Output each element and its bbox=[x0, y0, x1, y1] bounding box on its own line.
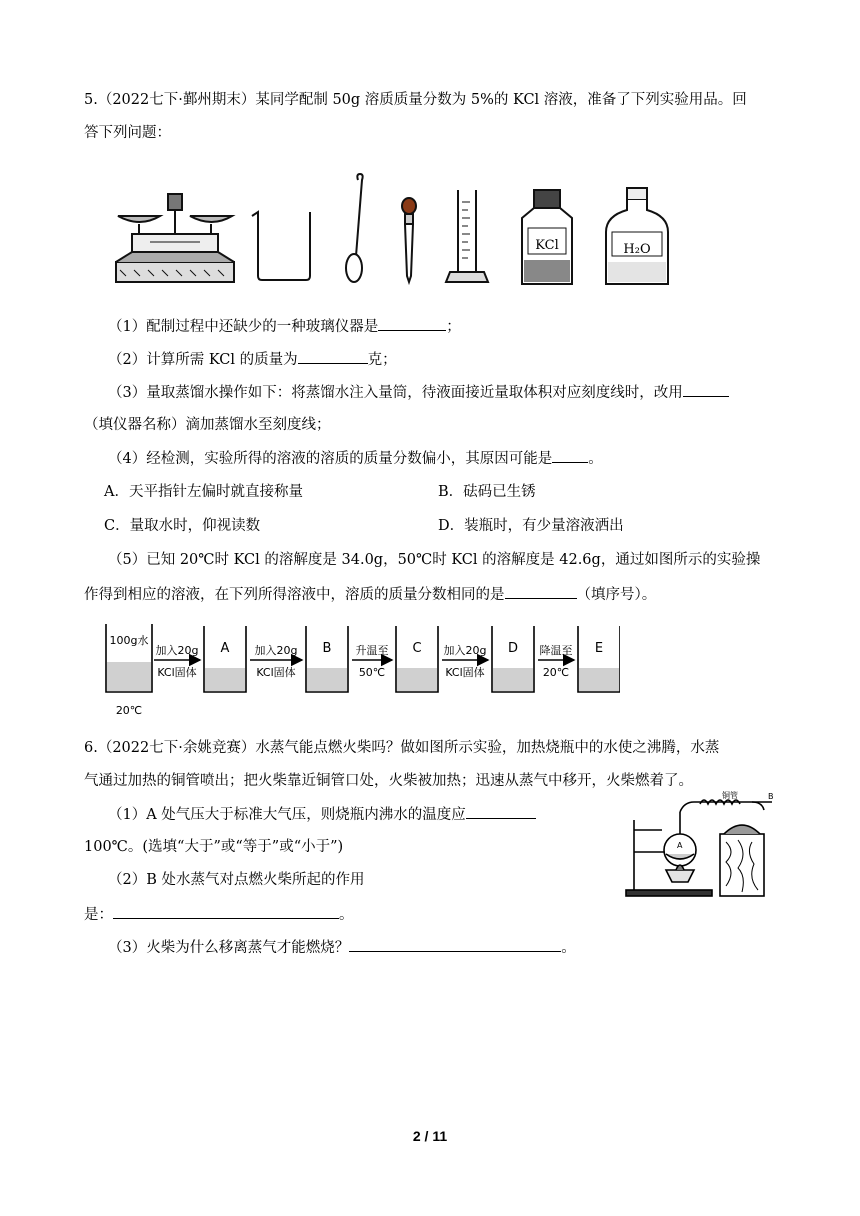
beaker-a-label: A bbox=[220, 641, 230, 656]
water-bottle-icon bbox=[606, 188, 668, 284]
q6-part2-line2 bbox=[84, 904, 354, 925]
b-label: B bbox=[768, 792, 774, 801]
q5-part5-end: （填序号）。 bbox=[576, 587, 657, 603]
q5-part3-text: （3）量取蒸馏水操作如下：将蒸馏水注入量筒，待液面接近量取体积对应刻度线时，改用 bbox=[108, 385, 683, 401]
q6-part1-line2: 100℃。(选填“大于”或“等于”或“小于”) bbox=[84, 839, 344, 855]
q5-part2-end: 克； bbox=[367, 352, 397, 368]
graduated-cylinder-icon bbox=[446, 190, 488, 282]
start-temp: 20℃ bbox=[115, 704, 143, 717]
q5-option-a: A．天平指针左偏时就直接称量 bbox=[104, 484, 303, 500]
beaker-b-label: B bbox=[322, 641, 332, 656]
q5-part3-line1 bbox=[108, 382, 729, 403]
q5-answer-blank-3[interactable] bbox=[683, 382, 729, 397]
q5-part1-text: （1）配制过程中还缺少的一种玻璃仪器是 bbox=[108, 319, 379, 335]
a-label: A bbox=[677, 841, 683, 850]
step5-bottom: 20℃ bbox=[542, 666, 570, 679]
q5-stem-line2: 答下列问题： bbox=[84, 125, 171, 141]
medicine-spoon-icon bbox=[346, 174, 363, 282]
q6-stem-line1: 6.（2022七下·余姚竞赛）水蒸气能点燃火柴吗？做如图所示实验，加热烧瓶中的水使之沸腾，水蒸 bbox=[84, 740, 720, 756]
q6-part3 bbox=[108, 937, 576, 958]
q6-answer-blank-1[interactable] bbox=[466, 804, 536, 819]
step5-top: 降温至 bbox=[539, 644, 573, 657]
q5-option-c: C．量取水时，仰视读数 bbox=[104, 518, 261, 534]
q5-part5-line1: （5）已知 20℃时 KCl 的溶解度是 34.0g，50℃时 KCl 的溶解度是 42.6g，通过如图所示的实验操 bbox=[108, 552, 761, 568]
water-label: H₂O bbox=[623, 242, 651, 257]
q5-part5-text: 作得到相应的溶液，在下列所得溶液中，溶质的质量分数相同的是 bbox=[84, 587, 505, 603]
dropper-icon bbox=[402, 198, 416, 282]
q5-part4-text: （4）经检测，实验所得的溶液的溶质的质量分数偏小，其原因可能是 bbox=[108, 451, 553, 467]
step2-top: 加入20g bbox=[254, 644, 298, 657]
q5-answer-blank-1[interactable] bbox=[378, 316, 446, 331]
beaker-icon bbox=[252, 212, 310, 280]
q6-part1-line1 bbox=[108, 804, 536, 825]
step4-top: 加入20g bbox=[443, 644, 487, 657]
beaker-d-label: D bbox=[507, 641, 519, 656]
q5-answer-blank-5[interactable] bbox=[505, 584, 577, 599]
beaker-c-label: C bbox=[412, 641, 422, 656]
q5-option-b: B．砝码已生锈 bbox=[438, 484, 536, 500]
q5-stem-line1: 5.（2022七下·鄞州期末）某同学配制 50g 溶质质量分数为 5%的 KCl 溶液，准备了下列实验用品。回 bbox=[84, 92, 747, 108]
tube-label: 铜管 bbox=[722, 791, 738, 800]
q6-stem-line2: 气通过加热的铜管喷出；把火柴靠近铜管口处，火柴被加热；迅速从蒸气中移开，火柴燃着了。 bbox=[84, 773, 693, 789]
page-number: 2 / 11 bbox=[412, 1128, 448, 1144]
kcl-label: KCl bbox=[535, 238, 559, 253]
step1-bottom: KCl固体 bbox=[157, 666, 197, 679]
q5-part1-end: ； bbox=[446, 319, 461, 335]
q5-answer-blank-2[interactable] bbox=[298, 349, 368, 364]
q5-part4-end: 。 bbox=[588, 451, 603, 467]
q6-part1-text: （1）A 处气压大于标准大气压，则烧瓶内沸水的温度应 bbox=[108, 807, 466, 823]
q6-apparatus-figure bbox=[622, 790, 782, 900]
step3-top: 升温至 bbox=[355, 644, 389, 657]
q5-part4 bbox=[108, 448, 603, 469]
q6-part3-end: 。 bbox=[561, 940, 576, 956]
step3-bottom: 50℃ bbox=[358, 666, 386, 679]
step4-bottom: KCl固体 bbox=[445, 666, 485, 679]
q5-part2-text: （2）计算所需 KCl 的质量为 bbox=[108, 352, 298, 368]
q6-part3-text: （3）火柴为什么移离蒸气才能燃烧？ bbox=[108, 940, 350, 956]
q5-part5-line2 bbox=[84, 584, 656, 605]
step2-bottom: KCl固体 bbox=[256, 666, 296, 679]
beaker-e-label: E bbox=[594, 641, 604, 656]
q5-equipment-figure bbox=[110, 172, 670, 294]
q5-part1 bbox=[108, 316, 461, 337]
start-label: 100g水 bbox=[109, 634, 149, 647]
q6-answer-blank-3[interactable] bbox=[349, 937, 561, 952]
q6-answer-blank-2[interactable] bbox=[113, 904, 339, 919]
q6-part2-line1: （2）B 处水蒸气对点燃火柴所起的作用 bbox=[108, 872, 365, 888]
q5-part2 bbox=[108, 349, 397, 370]
balance-icon bbox=[116, 194, 234, 282]
q6-part2-text: 是： bbox=[84, 907, 113, 923]
q6-part2-end: 。 bbox=[339, 907, 354, 923]
step1-top: 加入20g bbox=[155, 644, 199, 657]
q5-option-d: D．装瓶时，有少量溶液洒出 bbox=[438, 518, 624, 534]
q5-flow-diagram bbox=[100, 618, 620, 718]
q5-part3-line2: （填仪器名称）滴加蒸馏水至刻度线； bbox=[84, 417, 331, 433]
q5-answer-blank-4[interactable] bbox=[552, 448, 588, 463]
